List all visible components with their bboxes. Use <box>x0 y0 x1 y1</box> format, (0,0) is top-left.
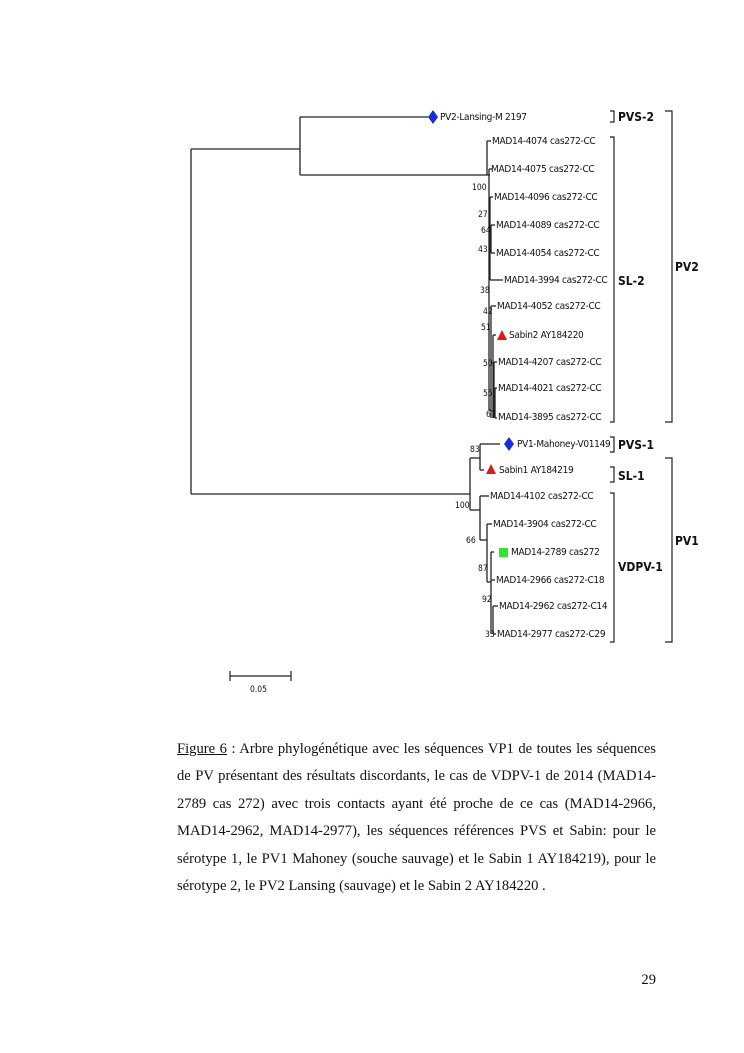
group-label-sl1: SL-1 <box>618 469 645 483</box>
group-label-pv2: PV2 <box>675 260 699 274</box>
leaf-label: MAD14-2966 cas272-C18 <box>496 575 605 586</box>
leaf-label: MAD14-4207 cas272-CC <box>498 357 602 368</box>
group-label-sl2: SL-2 <box>618 274 645 288</box>
tree-branches <box>191 117 503 634</box>
leaf-label: MAD14-4089 cas272-CC <box>496 220 600 231</box>
leaf-label: MAD14-3904 cas272-CC <box>493 519 597 530</box>
bootstrap-value: 42 <box>483 307 493 317</box>
bootstrap-value: 92 <box>482 595 492 605</box>
leaf-label: PV2-Lansing-M 2197 <box>440 112 527 123</box>
leaf-label: MAD14-2789 cas272 <box>511 547 600 558</box>
bootstrap-value: 83 <box>470 445 480 455</box>
reference-diamond-icon <box>504 437 514 451</box>
bootstrap-value: 38 <box>480 286 490 296</box>
leaf-label: MAD14-4075 cas272-CC <box>491 164 595 175</box>
bootstrap-value: 100 <box>472 183 487 193</box>
leaf-label: MAD14-4054 cas272-CC <box>496 248 600 259</box>
leaf-label: MAD14-4096 cas272-CC <box>494 192 598 203</box>
bootstrap-value: 55 <box>483 389 493 399</box>
leaf-label: MAD14-2962 cas272-C14 <box>499 601 608 612</box>
bootstrap-value: 67 <box>486 410 496 420</box>
bootstrap-value: 43 <box>478 245 488 255</box>
group-label-pvs2: PVS-2 <box>618 110 655 124</box>
bootstrap-value: 51 <box>481 323 491 333</box>
bootstrap-value: 66 <box>466 536 476 546</box>
vdpv-case-square-icon <box>499 548 508 557</box>
leaf-label: MAD14-4052 cas272-CC <box>497 301 601 312</box>
leaf-label: MAD14-4021 cas272-CC <box>498 383 602 394</box>
leaf-label: MAD14-3994 cas272-CC <box>504 275 608 286</box>
group-label-pv1: PV1 <box>675 534 699 548</box>
group-label-pvs1: PVS-1 <box>618 438 655 452</box>
reference-diamond-icon <box>428 110 438 124</box>
page-number: 29 <box>641 972 656 988</box>
leaf-label: Sabin2 AY184220 <box>509 330 584 341</box>
bootstrap-value: 33 <box>485 630 495 640</box>
scale-bar <box>230 671 291 681</box>
caption-text: : Arbre phylogénétique avec les séquences VP1 de toutes les séquences de PV présentant des résultats discordants, le cas de VDPV-1 de 2014 (MAD14-2789 cas 272) avec trois contacts ayant été proche de ce cas (MAD14-2966, MAD14-2962, MAD14-2977), les séquences références PVS et Sabin: pour le sérotype 1, le PV1 Mahoney (souche sauvage) et le Sabin 1 AY184219), pour le sérotype 2, le PV2 Lansing (sauvage) et le Sabin 2 AY184220 . <box>177 741 656 895</box>
figure-caption <box>177 736 656 900</box>
leaf-label: MAD14-2977 cas272-C29 <box>497 629 606 640</box>
leaf-label: MAD14-4074 cas272-CC <box>492 136 596 147</box>
bootstrap-value: 27 <box>478 210 488 220</box>
leaf-label: PV1-Mahoney-V01149 <box>517 439 611 450</box>
scale-bar-label: 0.05 <box>250 685 268 695</box>
sabin-triangle-icon <box>486 464 496 474</box>
sabin-triangle-icon <box>497 330 507 340</box>
leaf-label: MAD14-4102 cas272-CC <box>490 491 594 502</box>
figure-label: Figure 6 <box>177 741 227 757</box>
bootstrap-value: 87 <box>478 564 488 574</box>
bootstrap-value: 100 <box>455 501 470 511</box>
bootstrap-value: 50 <box>483 359 493 369</box>
leaf-label: MAD14-3895 cas272-CC <box>498 412 602 423</box>
leaf-label: Sabin1 AY184219 <box>499 465 574 476</box>
bootstrap-value: 64 <box>481 226 491 236</box>
group-label-vdpv1: VDPV-1 <box>618 560 663 574</box>
